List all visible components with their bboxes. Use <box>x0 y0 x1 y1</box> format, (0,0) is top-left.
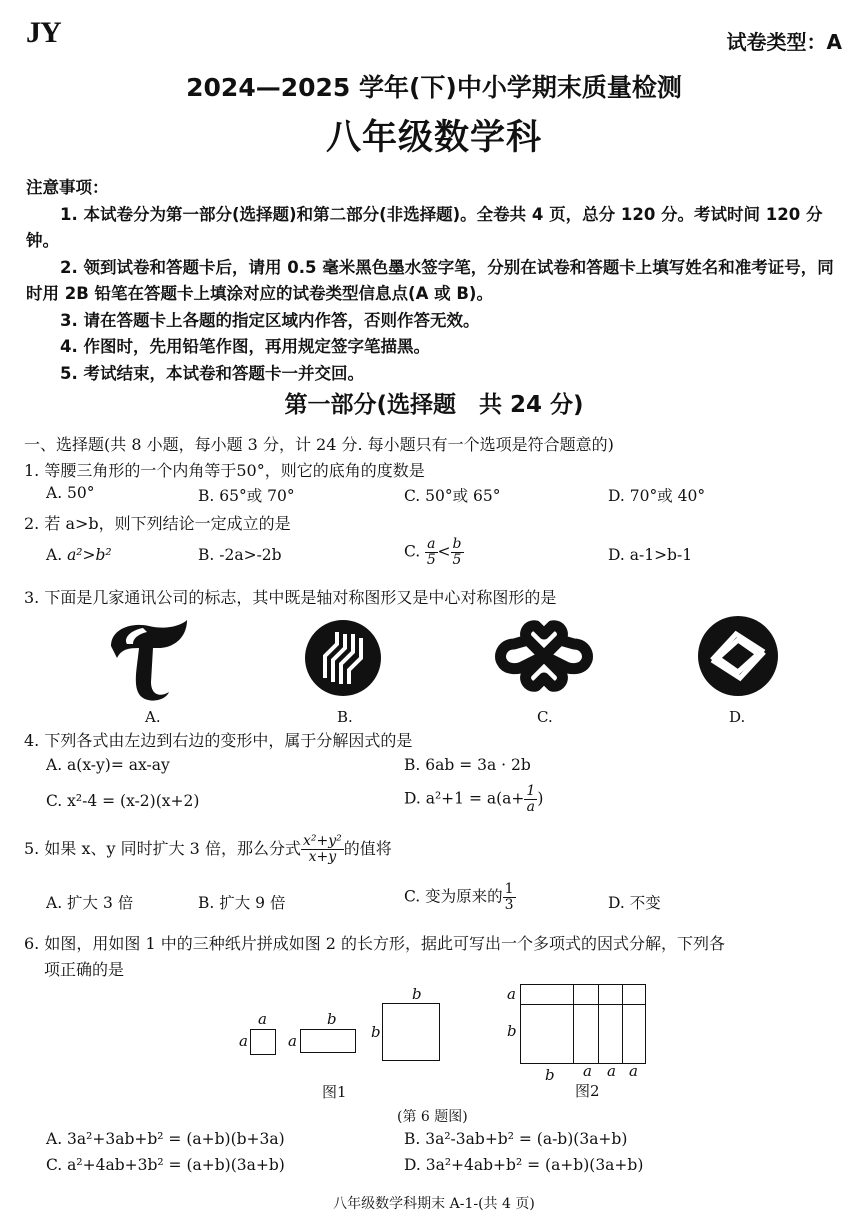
q1-option-a: A. 50° <box>46 484 95 502</box>
q6-option-d: D. 3a²+4ab+b² = (a+b)(3a+b) <box>404 1156 644 1174</box>
grid-line <box>573 984 574 1064</box>
q5-option-d: D. 不变 <box>608 894 661 912</box>
label-a: a <box>258 1010 267 1028</box>
q3-stem: 3. 下面是几家通讯公司的标志，其中既是轴对称图形又是中心对称图形的是 <box>24 588 557 607</box>
composite-rectangle <box>520 984 646 1064</box>
q5-option-c <box>404 882 516 913</box>
q2-option-a <box>46 546 112 564</box>
note-item: 3. 请在答题卡上各题的指定区域内作答，否则作答无效。 <box>60 310 480 330</box>
q5-c-frac <box>503 882 516 913</box>
label-b: b <box>412 985 422 1003</box>
telecom-logo-icon <box>103 618 193 703</box>
q4-stem: 4. 下列各式由左边到右边的变形中，属于分解因式的是 <box>24 731 413 750</box>
note-item: 5. 考试结束，本试卷和答题卡一并交回。 <box>60 363 364 383</box>
square-a-piece <box>250 1029 276 1055</box>
q3-option-b: B. <box>337 708 353 726</box>
square-b-piece <box>382 1003 440 1061</box>
notes <box>26 175 846 387</box>
q6-option-a: A. 3a²+3ab+b² = (a+b)(b+3a) <box>46 1130 285 1148</box>
q4-d-frac <box>524 784 537 815</box>
china-unicom-knot-logo-icon <box>488 614 600 698</box>
q3-option-d: D. <box>729 708 746 726</box>
frac-den: 5 <box>426 552 436 568</box>
frac-den: 5 <box>452 552 462 568</box>
q1-option-c: C. 50°或 65° <box>404 487 501 505</box>
fig1-label: 图1 <box>322 1083 347 1101</box>
mobile-logo-icon <box>696 614 780 698</box>
brand-mark: JY <box>26 16 61 49</box>
section-title: 第一部分(选择题 共 24 分) <box>284 392 584 418</box>
exam-title: 2024—2025 学年(下)中小学期末质量检测 <box>186 73 682 102</box>
q2-option-b: B. -2a>-2b <box>198 546 282 564</box>
label-a: a <box>629 1062 638 1080</box>
q2-c-frac2 <box>451 537 464 568</box>
note-item: 1. 本试卷分为第一部分(选择题)和第二部分(非选择题)。全卷共 4 页，总分 120 分。考试时间 120 分钟。 <box>26 204 823 250</box>
frac-num: 1 <box>526 783 536 799</box>
q2-stem: 2. 若 a>b，则下列结论一定成立的是 <box>24 514 291 533</box>
frac-num: a <box>427 536 436 552</box>
q5-option-a: A. 扩大 3 倍 <box>46 894 134 912</box>
q3-option-c: C. <box>537 708 553 726</box>
label-a: a <box>288 1032 297 1050</box>
q6-option-b: B. 3a²-3ab+b² = (a-b)(3a+b) <box>404 1130 628 1148</box>
q6-figure2 <box>503 980 663 1100</box>
part-intro: 一、选择题(共 8 小题，每小题 3 分，计 24 分. 每小题只有一个选项是符合题意的) <box>24 435 614 454</box>
frac-num: x²+y² <box>302 833 342 849</box>
q6-stem-line1: 6. 如图，用如图 1 中的三种纸片拼成如图 2 的长方形，据此可写出一个多项式的因式分解，下列各 <box>24 934 726 953</box>
frac-num: 1 <box>504 881 514 897</box>
frac-den: a <box>526 799 536 815</box>
label-a: a <box>239 1032 248 1050</box>
q6-stem-line2: 项正确的是 <box>44 960 125 979</box>
unicom-pattern-logo-icon <box>303 618 383 698</box>
q1-option-b: B. 65°或 70° <box>198 487 295 505</box>
q4-option-a: A. a(x-y)= ax-ay <box>46 756 170 774</box>
q2-a-expr: a²>b² <box>67 546 112 564</box>
label-a: a <box>507 985 516 1003</box>
frac-den: x+y <box>308 849 337 865</box>
note-item: 2. 领到试卷和答题卡后，请用 0.5 毫米黑色墨水签字笔，分别在试卷和答题卡上填写姓名和准考证号，同时用 2B 铅笔在答题卡上填涂对应的试卷类型信息点(A 或 B)。 <box>26 257 834 303</box>
rect-ab-piece <box>300 1029 356 1053</box>
q4-option-c: C. x²-4 = (x-2)(x+2) <box>46 792 200 810</box>
label-b: b <box>507 1022 517 1040</box>
note-item: 4. 作图时，先用铅笔作图，再用规定签字笔描黑。 <box>60 337 430 356</box>
q1-stem: 1. 等腰三角形的一个内角等于50°，则它的底角的度数是 <box>24 461 425 480</box>
q5-c-prefix: C. 变为原来的 <box>404 887 503 906</box>
q4-d-suffix: ) <box>537 789 544 808</box>
q5-fraction <box>301 834 344 865</box>
q4-option-d <box>404 784 543 815</box>
q5-stem-pre: 5. 如果 x、y 同时扩大 3 倍，那么分式 <box>24 839 301 858</box>
q6-figure-caption: (第 6 题图) <box>397 1109 468 1125</box>
label-b: b <box>545 1066 555 1084</box>
subject-title: 八年级数学科 <box>325 118 542 158</box>
page-footer: 八年级数学科期末 A-1-(共 4 页) <box>333 1196 535 1212</box>
q5-stem <box>24 834 392 865</box>
q3-option-a: A. <box>145 708 161 726</box>
notes-heading: 注意事项： <box>26 178 109 197</box>
frac-den: 3 <box>504 897 514 913</box>
paper-type: 试卷类型：A <box>726 30 842 54</box>
fig2-label: 图2 <box>575 1082 600 1100</box>
grid-line <box>520 1004 646 1005</box>
q4-option-b: B. 6ab = 3a · 2b <box>404 756 531 774</box>
grid-line <box>622 984 623 1064</box>
label-b: b <box>371 1023 381 1041</box>
q6-figure1 <box>230 985 460 1105</box>
q5-option-b: B. 扩大 9 倍 <box>198 894 286 912</box>
q2-c-frac1 <box>425 537 437 568</box>
q5-stem-post: 的值将 <box>343 839 392 858</box>
q6-option-c: C. a²+4ab+3b² = (a+b)(3a+b) <box>46 1156 285 1174</box>
q2-option-d: D. a-1>b-1 <box>608 546 693 564</box>
q2-c-op: < <box>437 542 451 561</box>
frac-num: b <box>452 536 462 552</box>
q4-d-prefix: D. a²+1 = a(a+ <box>404 789 525 808</box>
q2-c-prefix: C. <box>404 542 426 561</box>
q1-option-d: D. 70°或 40° <box>608 487 706 505</box>
label-a: a <box>583 1062 592 1080</box>
label-b: b <box>327 1010 337 1028</box>
q2-a-prefix: A. <box>46 546 68 564</box>
label-a: a <box>607 1062 616 1080</box>
grid-line <box>598 984 599 1064</box>
q2-option-c <box>404 537 464 568</box>
